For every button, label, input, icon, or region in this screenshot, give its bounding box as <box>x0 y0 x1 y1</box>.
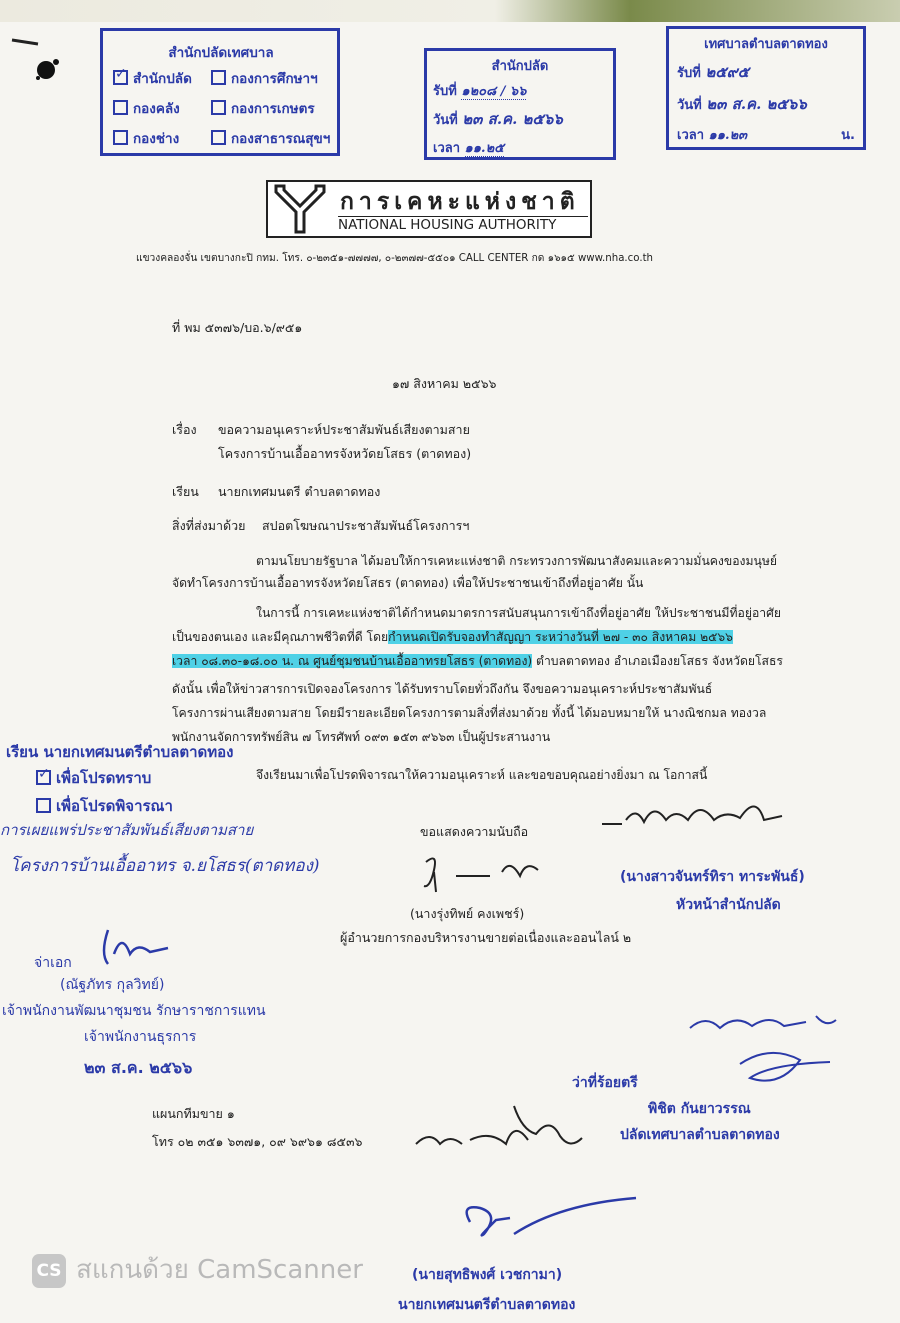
org-name-th: การเคหะแห่งชาติ <box>340 189 580 215</box>
routing-option-5[interactable]: กองช่าง <box>113 127 211 149</box>
stamp-title: สำนักปลัด <box>491 59 549 74</box>
routing-option-1[interactable]: ✓สำนักปลัด <box>113 67 211 89</box>
receive-date: ๒๓ ส.ค. ๒๕๖๖ <box>462 110 563 128</box>
checkbox-checked-icon <box>113 70 128 85</box>
deputy-title: ปลัดเทศบาลตำบลตาดทอง <box>620 1127 780 1143</box>
paragraph-2-line-3: เวลา ๐๘.๓๐-๑๘.๐๐ น. ณ ศูนย์ชุมชนบ้านเอื้ออาทรยโสธร (ตาดทอง) ตำบลตาดทอง อำเภอเมืองยโสธร จังหวัดยโสธร <box>172 654 783 668</box>
checkbox-icon <box>211 130 226 145</box>
letter-date: ๑๗ สิงหาคม ๒๕๖๖ <box>392 376 497 391</box>
checkbox-icon <box>36 798 51 813</box>
addressee-label: เรียน <box>172 484 199 499</box>
checkbox-icon <box>113 100 128 115</box>
clerk-title-2: เจ้าพนักงานธุรการ <box>84 1029 197 1045</box>
option-consider[interactable]: เพื่อโปรดพิจารณา <box>36 794 173 818</box>
receive-time: ๑๑.๒๕ <box>464 141 504 156</box>
addressee: นายกเทศมนตรี ตำบลตาดทอง <box>218 484 381 499</box>
camscanner-logo-icon: CS <box>32 1254 66 1288</box>
subject-line-2: โครงการบ้านเอื้ออาทรจังหวัดยโสธร (ตาดทอง) <box>218 446 472 461</box>
highlighted-text: กำหนดเปิดรับจองทำสัญญา ระหว่างวันที่ ๒๗ - ๓๐ สิงหาคม ๒๕๖๖ <box>388 630 733 644</box>
receive-number: ๒๕๙๕ <box>705 63 749 81</box>
routing-option-2[interactable]: กองการศึกษาฯ <box>211 67 341 89</box>
head-title: หัวหน้าสำนักปลัด <box>676 897 781 913</box>
signer-name: (นางรุ่งทิพย์ คงเพชร์) <box>410 906 525 921</box>
clerk-signature <box>94 924 174 970</box>
clerk-title-1: เจ้าพนักงานพัฒนาชุมชน รักษาราชการแทน <box>2 1003 266 1019</box>
office-routing-stamp <box>100 28 340 156</box>
option-acknowledge[interactable]: ✓เพื่อโปรดทราบ <box>36 766 151 790</box>
stamp-title: เทศบาลตำบลตาดทอง <box>704 37 828 52</box>
ink-mark <box>8 30 48 50</box>
clerk-prefix: จ่าเอก <box>34 955 72 971</box>
paragraph-1-line-1: ตามนโยบายรัฐบาล ได้มอบให้การเคหะแห่งชาติ กระทรวงการพัฒนาสังคมและความมั่นคงของมนุษย์ <box>256 554 778 568</box>
clerk-name: (ณัฐภัทร กุลวิทย์) <box>60 977 165 993</box>
receive-number: ๑๒๐๘ / ๖๖ <box>461 84 527 99</box>
paragraph-1-line-2: จัดทำโครงการบ้านเอื้ออาทรจังหวัดยโสธร (ตาดทอง) เพื่อให้ประชาชนเข้าถึงที่อยู่อาศัย นั้น <box>172 576 644 590</box>
department: แผนกทีมขาย ๑ <box>152 1106 235 1121</box>
signer-title: ผู้อำนวยการกองบริหารงานขายต่อเนื่องและออนไลน์ ๒ <box>340 930 632 945</box>
highlighted-text: เวลา ๐๘.๓๐-๑๘.๐๐ น. ณ ศูนย์ชุมชนบ้านเอื้ออาทรยโสธร (ตาดทอง) <box>172 654 533 668</box>
head-signature <box>596 790 786 840</box>
receive-stamp-office: สำนักปลัด รับที่ ๑๒๐๘ / ๖๖ วันที่ ๒๓ ส.ค. ๒๕๖๖ เวลา ๑๑.๒๕ <box>424 48 616 160</box>
stamp-title: สำนักปลัดเทศบาล <box>168 45 274 61</box>
paragraph-2-line-1: ในการนี้ การเคหะแห่งชาติได้กำหนดมาตรการสนับสนุนการเข้าถึงที่อยู่อาศัย ให้ประชาชนมีที่อยู่อาศัย <box>256 606 782 620</box>
handwritten-note-line-1: การเผยแพร่ประชาสัมพันธ์เสียงตามสาย <box>0 821 254 839</box>
handwritten-to: เรียน นายกเทศมนตรีตำบลตาดทอง <box>6 743 234 761</box>
checkbox-icon <box>211 100 226 115</box>
paragraph-3: จึงเรียนมาเพื่อโปรดพิจารณาให้ความอนุเคราะห์ และขอขอบคุณอย่างยิ่งมา ณ โอกาสนี้ <box>256 768 708 782</box>
mayor-signature <box>440 1194 640 1254</box>
paragraph-2-line-4: ดังนั้น เพื่อให้ข่าวสารการเปิดจองโครงการ ได้รับทราบโดยทั่วถึงกัน จึงขอความอนุเคราะห์ประชาสัมพันธ์ <box>172 682 713 696</box>
nha-logo-icon <box>270 182 330 236</box>
deputy-name: พิชิต กันยาวรรณ <box>648 1101 751 1117</box>
subject-label: เรื่อง <box>172 422 197 437</box>
clerk-date: ๒๓ ส.ค. ๒๕๖๖ <box>84 1058 193 1077</box>
scan-top-edge <box>0 0 900 22</box>
routing-option-6[interactable]: กองสาธารณสุขฯ <box>211 127 341 149</box>
subject-line-1: ขอความอนุเคราะห์ประชาสัมพันธ์เสียงตามสาย <box>218 422 470 437</box>
letterhead-address: แขวงคลองจั่น เขตบางกะปิ กทม. โทร. ๐-๒๓๕๑-๗๗๗๗, ๐-๒๓๗๗-๕๕๐๑ CALL CENTER กด ๑๖๑๕ www.nha.co.th <box>136 253 654 264</box>
acting-label: ว่าที่ร้อยตรี <box>572 1075 638 1091</box>
receive-time: ๑๑.๒๓ <box>708 128 748 143</box>
receive-date: ๒๓ ส.ค. ๒๕๖๖ <box>706 95 807 113</box>
mayor-title: นายกเทศมนตรีตำบลตาดทอง <box>398 1297 576 1313</box>
handwritten-note-line-2: โครงการบ้านเอื้ออาทร จ.ยโสธร(ตาดทอง) <box>10 856 320 876</box>
ink-blot <box>28 48 68 88</box>
routing-option-4[interactable]: กองการเกษตร <box>211 97 341 119</box>
camscanner-watermark: CS สแกนด้วย CamScanner <box>32 1249 363 1290</box>
paragraph-2-line-2: เป็นของตนเอง และมีคุณภาพชีวิตที่ดี โดยกำหนดเปิดรับจองทำสัญญา ระหว่างวันที่ ๒๗ - ๓๐ สิงหาคม ๒๕๖๖ <box>172 630 733 644</box>
routing-option-3[interactable]: กองคลัง <box>113 97 211 119</box>
closing: ขอแสดงความนับถือ <box>420 824 529 839</box>
checkbox-icon <box>113 130 128 145</box>
department-phone: โทร ๐๒ ๓๕๑ ๖๓๗๑, ๐๙ ๖๙๖๑ ๘๕๓๖ <box>152 1134 363 1149</box>
director-signature <box>416 848 546 898</box>
enclosure-label: สิ่งที่ส่งมาด้วย <box>172 518 246 533</box>
paragraph-2-line-6: พนักงานจัดการทรัพย์สิน ๗ โทรศัพท์ ๐๙๓ ๑๕๓ ๙๖๖๓ เป็นผู้ประสานงาน <box>172 730 551 744</box>
org-name-en: NATIONAL HOUSING AUTHORITY <box>338 216 588 233</box>
nha-letterhead <box>266 180 592 238</box>
deputy-signature <box>680 1004 850 1094</box>
receive-stamp-municipality: เทศบาลตำบลตาดทอง รับที่ ๒๕๙๕ วันที่ ๒๓ ส.ค. ๒๕๖๖ เวลา ๑๑.๒๓ น. <box>666 26 866 150</box>
head-name: (นางสาวจันทร์ทิรา ทาระพันธ์) <box>620 869 805 885</box>
assignment-handwriting <box>410 1100 590 1170</box>
mayor-name: (นายสุทธิพงศ์ เวชกามา) <box>412 1267 563 1283</box>
reference-number: ที่ พม ๕๓๗๖/บอ.๖/๙๕๑ <box>172 320 303 335</box>
enclosure: สปอตโฆษณาประชาสัมพันธ์โครงการฯ <box>262 518 470 533</box>
checkbox-icon <box>211 70 226 85</box>
checkbox-checked-icon <box>36 770 51 785</box>
paragraph-2-line-5: โครงการผ่านเสียงตามสาย โดยมีรายละเอียดโครงการตามสิ่งที่ส่งมาด้วย ทั้งนี้ ได้มอบหมายให้ นางณิชกมล ทองวล <box>172 706 767 720</box>
